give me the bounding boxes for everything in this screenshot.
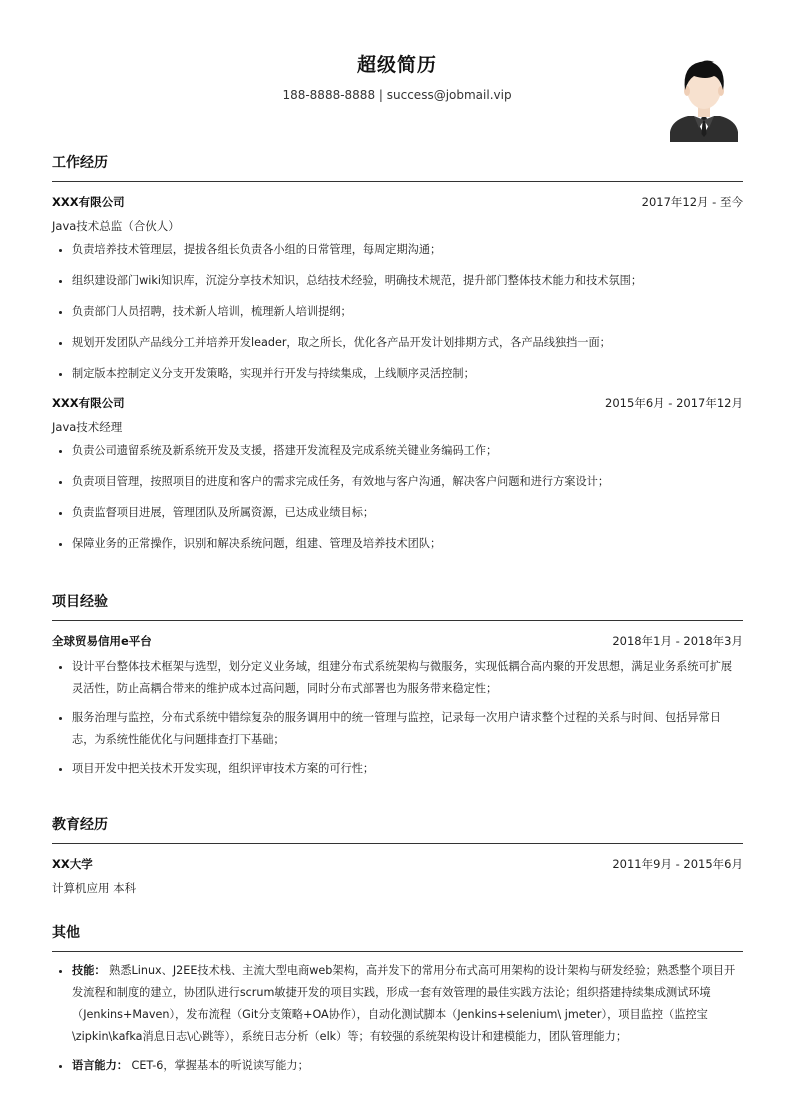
project-name: 全球贸易信用e平台 xyxy=(52,634,152,648)
project-section-title: 项目经验 xyxy=(52,591,743,621)
company-name: XXX有限公司 xyxy=(52,396,125,410)
work-bullets xyxy=(52,239,743,385)
other-section xyxy=(52,922,743,1084)
project-section xyxy=(52,591,743,787)
other-bullets xyxy=(52,960,743,1077)
company-name: XXX有限公司 xyxy=(52,195,125,209)
education-section xyxy=(52,814,743,897)
language-label: 语言能力： xyxy=(72,1059,128,1072)
skills-text: 熟悉Linux、J2EE技术栈、主流大型电商web架构，高并发下的常用分布式高可用架构的设计架构与研发经验；熟悉整个项目开发流程和制度的建立，协团队进行scrum敏捷开发的项目实践，形成一套有效管理的最佳实践方法论；组织搭建持续集成测试环境（Jenkins+Maven），发布流程（Git分支策略+OA协作），自动化测试脚本（Jenkins+selenium\ jmeter），项目监控（监控宝\zipkin\kafka消息日志\心跳等），系统日志分析（elk）等；有较强的系统架构设计和建模能力，团队管理能力； xyxy=(72,964,736,1043)
avatar xyxy=(668,54,740,142)
work-section-title: 工作经历 xyxy=(52,152,743,182)
work-date: 2015年6月 - 2017年12月 xyxy=(605,396,743,410)
work-bullets xyxy=(52,440,743,555)
work-date: 2017年12月 - 至今 xyxy=(641,195,743,209)
candidate-name: 超级简历 xyxy=(356,54,437,76)
skills-label: 技能： xyxy=(72,964,106,977)
project-bullets xyxy=(52,656,743,780)
degree: 计算机应用 本科 xyxy=(52,881,137,895)
list-item: • 负责公司遗留系统及新系统开发及支援，搭建开发流程及完成系统关键业务编码工作； xyxy=(72,440,743,462)
list-item: • 负责项目管理，按照项目的进度和客户的需求完成任务，有效地与客户沟通，解决客户问题和进行方案设计； xyxy=(72,471,743,493)
contact-info: 188-8888-8888 | success@jobmail.vip xyxy=(282,88,512,102)
list-item: • 负责监督项目进展，管理团队及所属资源，已达成业绩目标； xyxy=(72,502,743,524)
job-title: Java技术经理 xyxy=(52,420,123,434)
work-entry-head xyxy=(52,193,743,211)
work-section xyxy=(52,152,743,564)
list-item: • 制定版本控制定义分支开发策略，实现并行开发与持续集成，上线顺序灵活控制； xyxy=(72,363,743,385)
job-title: Java技术总监（合伙人） xyxy=(52,219,180,233)
education-date: 2011年9月 - 2015年6月 xyxy=(612,857,743,871)
list-item: • 组织建设部门wiki知识库，沉淀分享技术知识，总结技术经验，明确技术规范，提升部门整体技术能力和技术氛围； xyxy=(72,270,743,292)
language-item xyxy=(72,1055,743,1077)
work-entry-head xyxy=(52,394,743,412)
language-text: CET-6，掌握基本的听说读写能力； xyxy=(131,1059,309,1072)
list-item: • 设计平台整体技术框架与选型，划分定义业务域，组建分布式系统架构与微服务，实现低耦合高内聚的开发思想，满足业务系统可扩展灵活性，防止高耦合带来的维护成本过高问题，同时分布式部署也为服务带来稳定性； xyxy=(72,656,743,700)
project-date: 2018年1月 - 2018年3月 xyxy=(612,634,743,648)
education-entry-head xyxy=(52,855,743,873)
list-item: • 负责部门人员招聘，技术新人培训，梳理新人培训提纲； xyxy=(72,301,743,323)
list-item: • 服务治理与监控，分布式系统中错综复杂的服务调用中的统一管理与监控，记录每一次用户请求整个过程的关系与时间、包括异常日志，为系统性能优化与问题排查打下基础； xyxy=(72,707,743,751)
list-item: • 负责培养技术管理层，提拔各组长负责各小组的日常管理，每周定期沟通； xyxy=(72,239,743,261)
project-entry-head xyxy=(52,632,743,650)
other-section-title: 其他 xyxy=(52,922,743,952)
list-item: • 保障业务的正常操作，识别和解决系统问题，组建、管理及培养技术团队； xyxy=(72,533,743,555)
skills-item xyxy=(72,960,743,1048)
list-item: • 项目开发中把关技术开发实现，组织评审技术方案的可行性； xyxy=(72,758,743,780)
education-section-title: 教育经历 xyxy=(52,814,743,844)
school-name: XX大学 xyxy=(52,857,93,871)
list-item: • 规划开发团队产品线分工并培养开发leader，取之所长，优化各产品开发计划排期方式，各产品线独挡一面； xyxy=(72,332,743,354)
